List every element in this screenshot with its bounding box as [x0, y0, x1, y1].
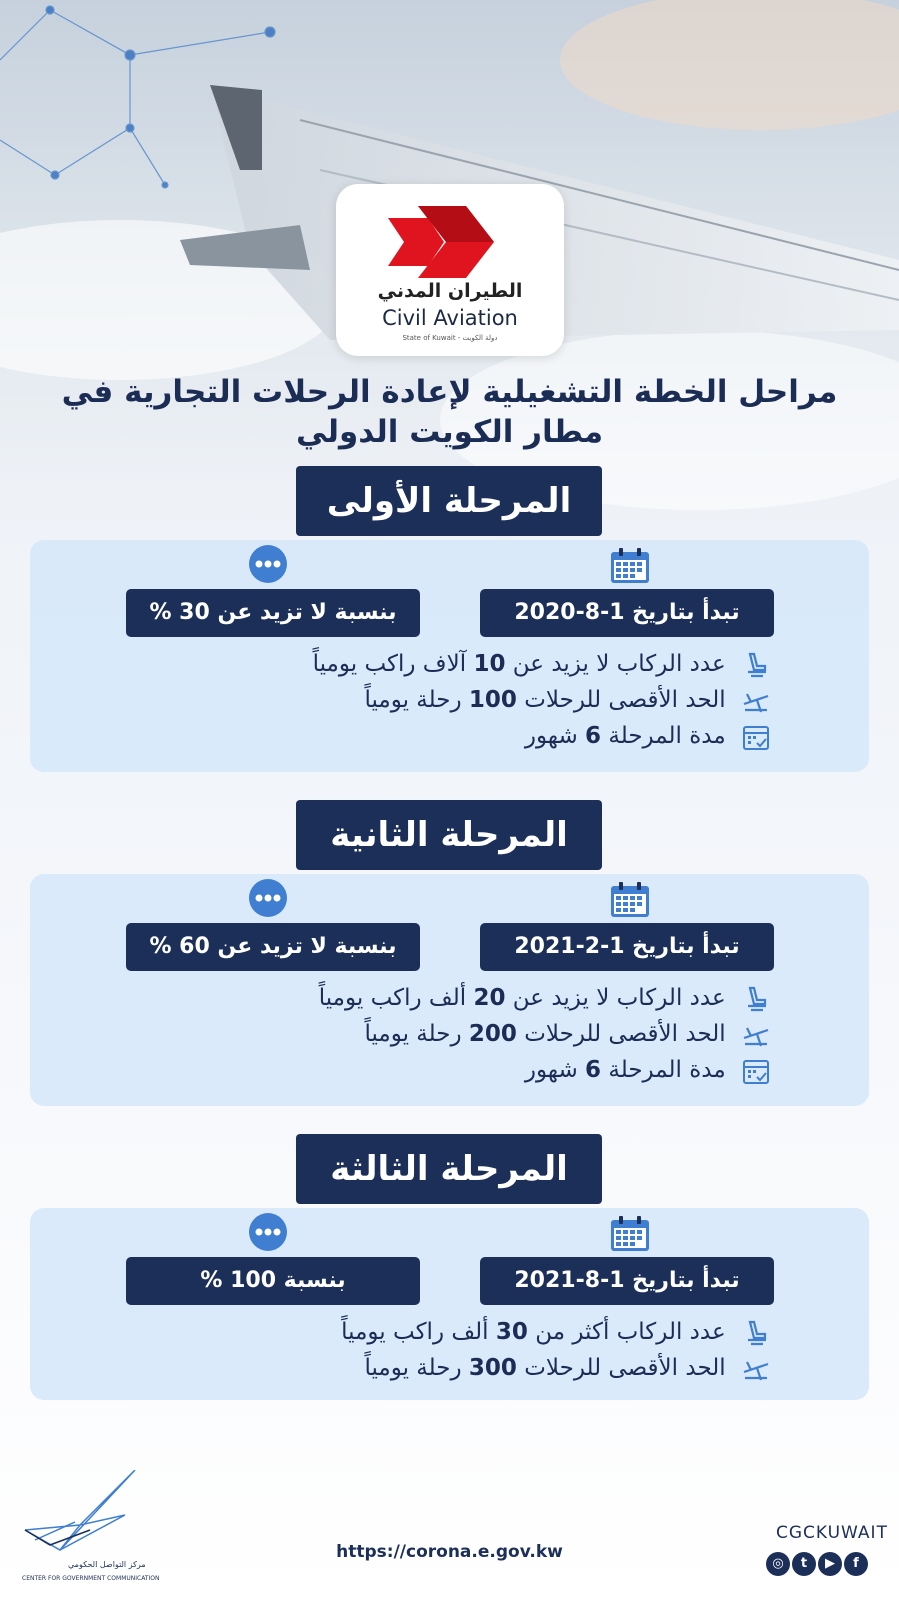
more-dots-icon — [248, 1212, 288, 1252]
phase-2-label: المرحلة الثانية — [296, 800, 602, 870]
more-dots-icon — [248, 544, 288, 584]
phase-3-flights-text: الحد الأقصى للرحلات — [524, 1355, 726, 1381]
phase-3-passengers-number: 30 — [495, 1319, 528, 1345]
phase-3-box — [30, 1208, 869, 1400]
calendar-icon — [610, 548, 650, 584]
phase-2-passengers — [319, 980, 771, 1016]
phase-2-duration-number: 6 — [585, 1057, 602, 1083]
calendar-icon — [610, 1216, 650, 1252]
page-title: مراحل الخطة التشغيلية لإعادة الرحلات التجارية في مطار الكويت الدولي — [61, 374, 838, 450]
phase-1-passengers-unit: آلاف راكب يومياً — [312, 651, 467, 677]
logo-subtitle: State of Kuwait - دولة الكويت — [402, 334, 498, 342]
calendar-check-icon — [741, 722, 771, 752]
phase-1-flights — [364, 682, 771, 718]
phase-1-duration-number: 6 — [585, 723, 602, 749]
phase-2-passengers-number: 20 — [473, 985, 506, 1011]
phase-2-passengers-unit: ألف راكب يومياً — [318, 985, 467, 1011]
phase-1-flights-unit: رحلة يومياً — [364, 687, 462, 713]
phase-3-label: المرحلة الثالثة — [296, 1134, 602, 1204]
phase-2-percentage: بنسبة لا تزيد عن 60 % — [126, 923, 420, 971]
phase-2-flights-unit: رحلة يومياً — [364, 1021, 462, 1047]
phase-3-passengers-text: عدد الركاب أكثر من — [535, 1319, 726, 1345]
phase-2-duration-text: مدة المرحلة — [608, 1057, 726, 1083]
logo-english-name: Civil Aviation — [382, 306, 518, 330]
airplane-icon — [741, 1354, 771, 1384]
phase-1-box — [30, 540, 869, 772]
social-handle: CGCKUWAIT — [776, 1523, 888, 1543]
phase-3-flights-unit: رحلة يومياً — [364, 1355, 462, 1381]
more-dots-icon — [248, 878, 288, 918]
phase-2-flights — [364, 1016, 771, 1052]
phase-2-duration — [525, 1052, 771, 1088]
chevron-logo-icon — [388, 206, 512, 278]
phase-1-passengers-number: 10 — [473, 651, 506, 677]
phase-1-duration-unit: شهور — [524, 723, 578, 749]
instagram-icon[interactable]: ◎ — [766, 1552, 790, 1576]
phase-3-flights-number: 300 — [468, 1355, 517, 1381]
civil-aviation-logo-card — [336, 184, 564, 356]
phase-1-flights-text: الحد الأقصى للرحلات — [524, 687, 726, 713]
seat-icon — [741, 1318, 771, 1348]
phase-1-flights-number: 100 — [468, 687, 517, 713]
phase-1-start-date: تبدأ بتاريخ 1-8-2020 — [480, 589, 774, 637]
seat-icon — [741, 984, 771, 1014]
phase-2-box — [30, 874, 869, 1106]
phase-1-passengers-text: عدد الركاب لا يزيد عن — [512, 651, 726, 677]
seat-icon — [741, 650, 771, 680]
phase-3-flights — [364, 1350, 771, 1386]
phase-2-flights-number: 200 — [468, 1021, 517, 1047]
phase-2-duration-unit: شهور — [524, 1057, 578, 1083]
phase-1-label: المرحلة الأولى — [296, 466, 602, 536]
calendar-check-icon — [741, 1056, 771, 1086]
phase-3-passengers — [341, 1314, 771, 1350]
phase-2-flights-text: الحد الأقصى للرحلات — [524, 1021, 726, 1047]
gov-center-arabic: مركز التواصل الحكومي — [68, 1560, 146, 1569]
calendar-icon — [610, 882, 650, 918]
phase-2-start-date: تبدأ بتاريخ 1-2-2021 — [480, 923, 774, 971]
phase-1-duration-text: مدة المرحلة — [608, 723, 726, 749]
footer-url-link[interactable]: https://corona.e.gov.kw — [336, 1542, 563, 1562]
phase-1-percentage: بنسبة لا تزيد عن 30 % — [126, 589, 420, 637]
phase-3-percentage: بنسبة 100 % — [126, 1257, 420, 1305]
gov-center-english: CENTER FOR GOVERNMENT COMMUNICATION — [22, 1575, 160, 1582]
phase-2-passengers-text: عدد الركاب لا يزيد عن — [512, 985, 726, 1011]
phase-3-start-date: تبدأ بتاريخ 1-8-2021 — [480, 1257, 774, 1305]
facebook-icon[interactable]: f — [844, 1552, 868, 1576]
logo-arabic-name: الطيران المدني — [377, 280, 523, 302]
airplane-icon — [741, 686, 771, 716]
social-icons — [766, 1552, 870, 1576]
youtube-icon[interactable]: ▶ — [818, 1552, 842, 1576]
phase-3-passengers-unit: ألف راكب يومياً — [341, 1319, 489, 1345]
phase-1-duration — [525, 718, 771, 754]
airplane-icon — [741, 1020, 771, 1050]
phase-1-passengers — [313, 646, 771, 682]
twitter-icon[interactable]: t — [792, 1552, 816, 1576]
